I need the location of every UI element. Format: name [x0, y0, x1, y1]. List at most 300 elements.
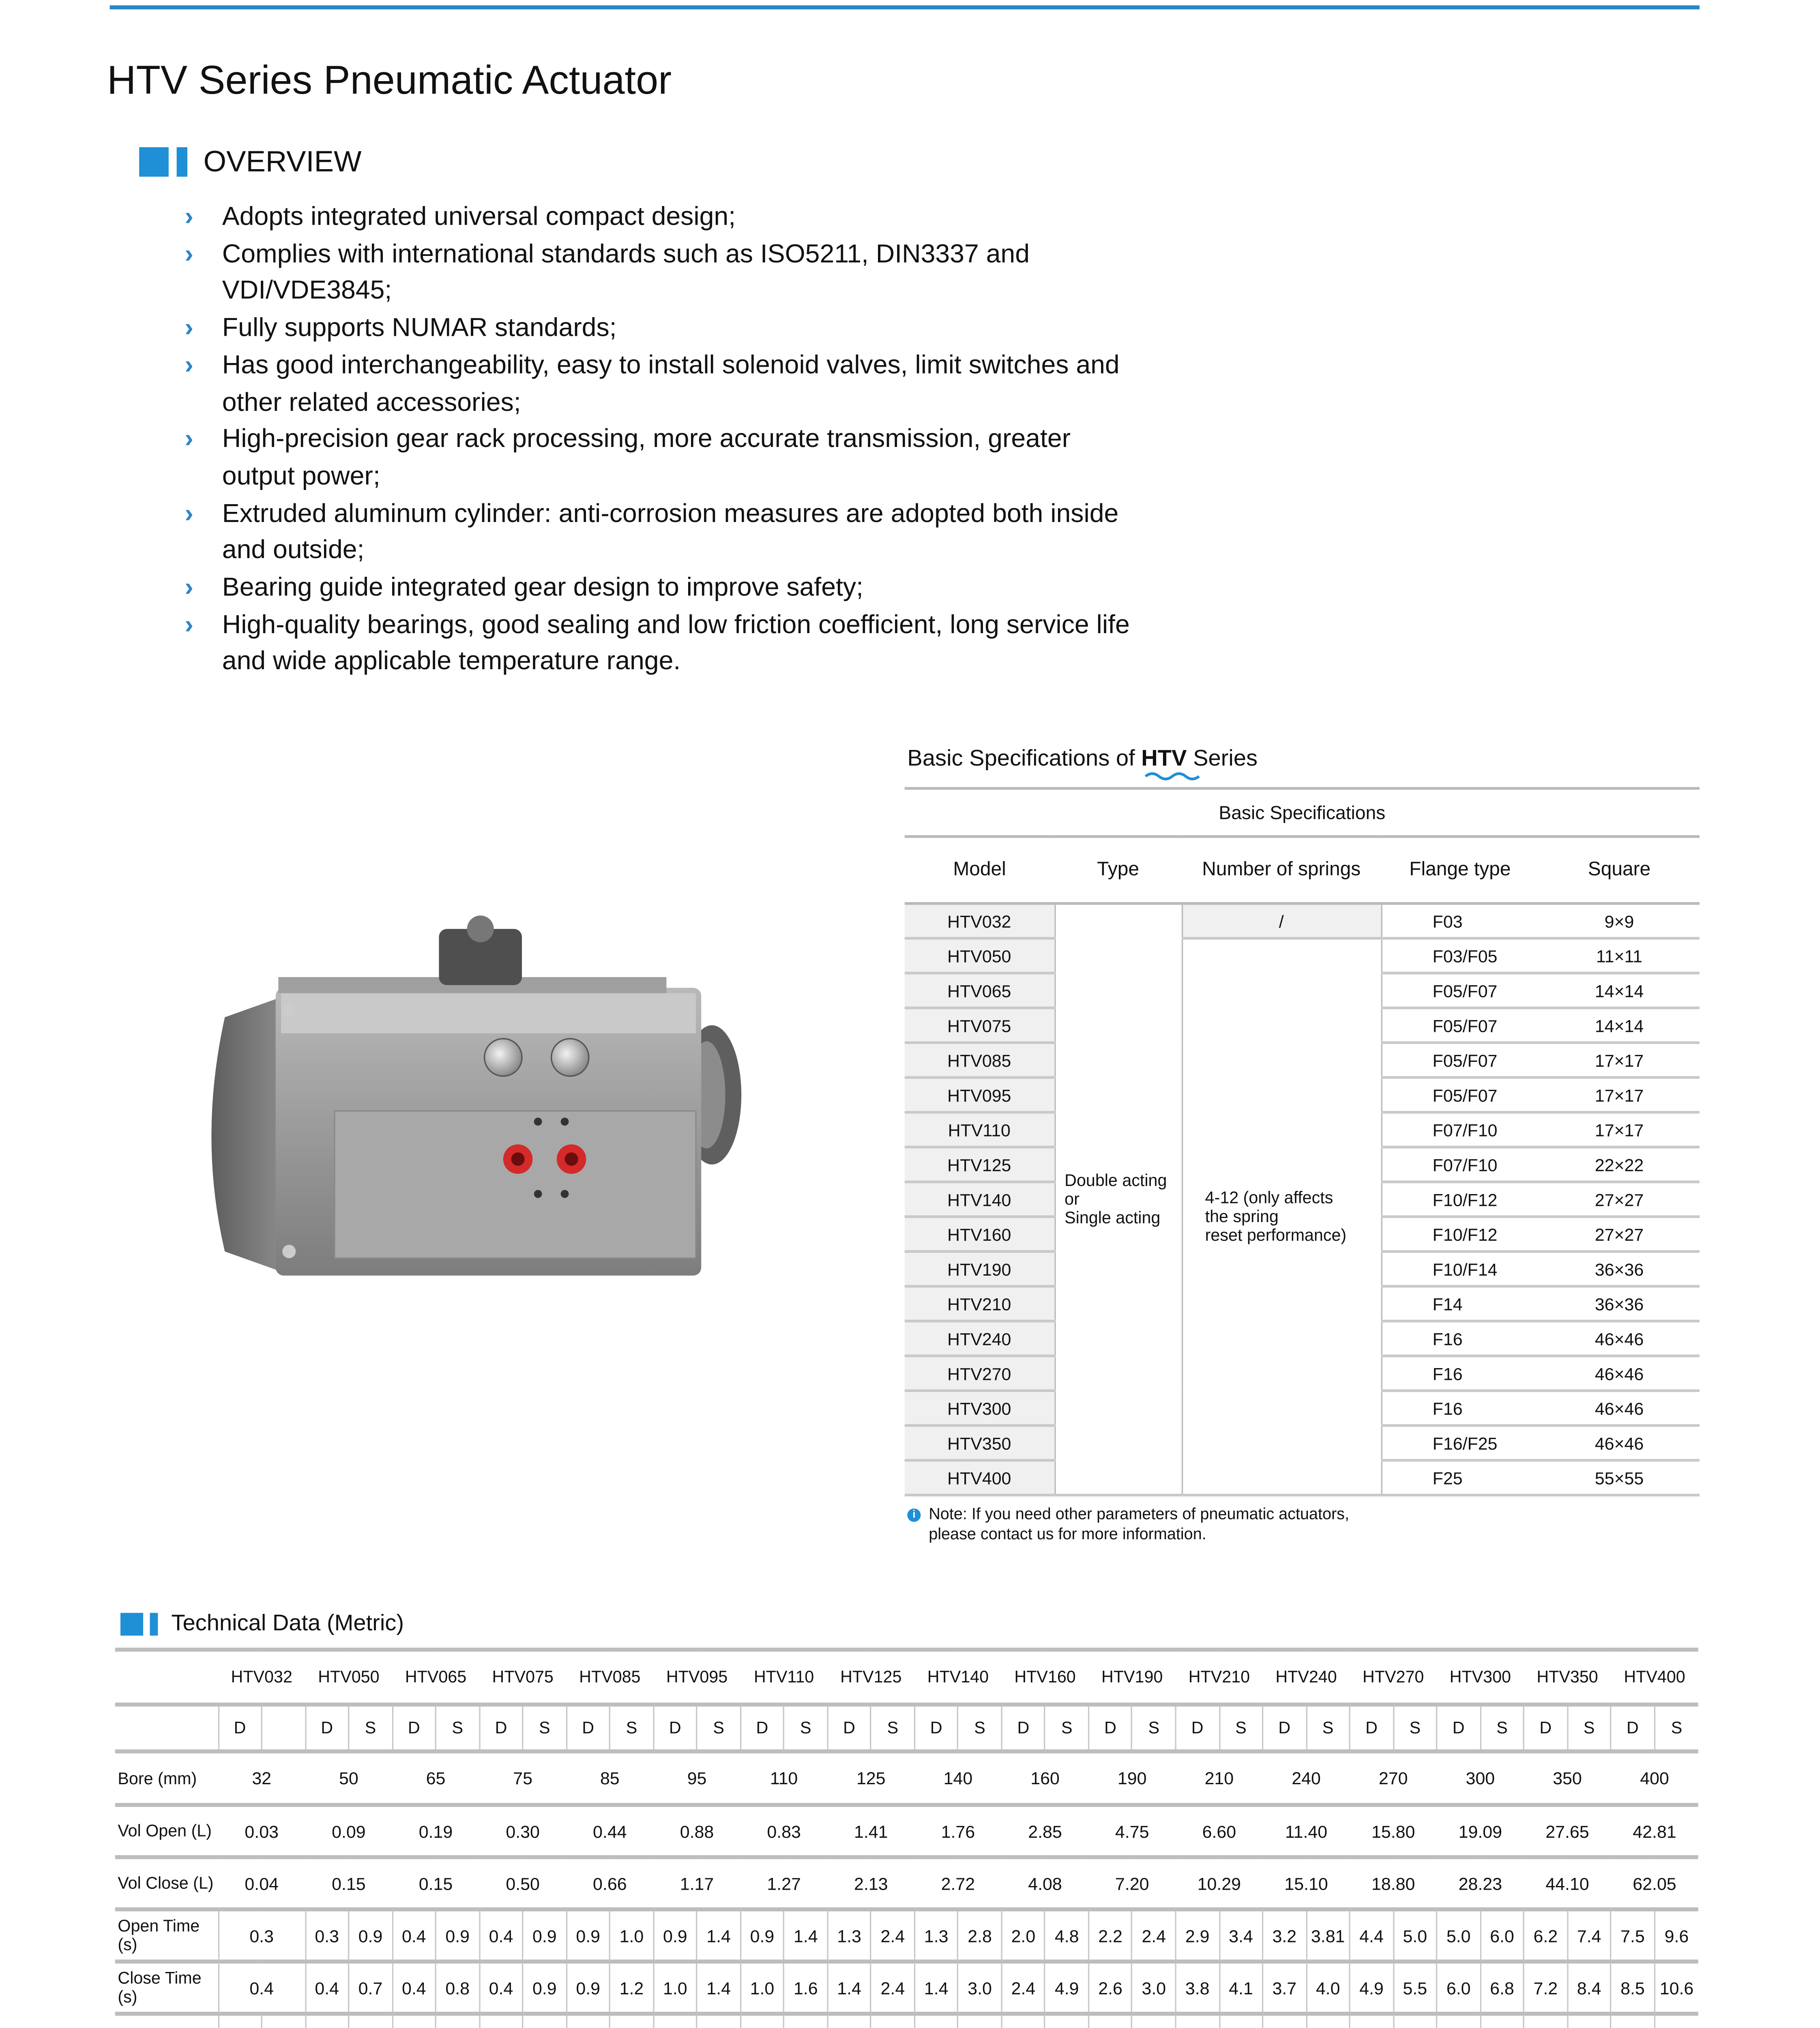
tech-cell: 1.17: [653, 1857, 740, 1910]
tech-row-weight: [115, 2014, 1698, 2028]
section-marker-bar-icon: [177, 147, 187, 177]
spec-model: HTV125: [905, 1147, 1055, 1182]
tech-d: D: [914, 1705, 958, 1752]
tech-cell: 0.44: [567, 1805, 654, 1857]
tech-models-row: [115, 1650, 1698, 1704]
tech-cell: 75: [479, 1751, 567, 1805]
tech-cell-s: 1.4: [784, 1909, 827, 1961]
tech-row-close-time: [115, 1961, 1698, 2014]
tech-cell-s: [349, 2014, 392, 2028]
tech-d: D: [392, 1705, 436, 1752]
tech-cell: 62.05: [1611, 1857, 1698, 1910]
tech-cell-d: [479, 2014, 523, 2028]
spec-flange: F10/F12: [1381, 1217, 1539, 1252]
chevron-right-icon: ›: [185, 202, 193, 232]
tech-cell-d: 2.2: [1088, 1909, 1132, 1961]
tech-cell-s: 5.0: [1393, 1909, 1437, 1961]
tech-d: D: [1088, 1705, 1132, 1752]
spec-square: 27×27: [1539, 1217, 1700, 1252]
technical-title: Technical Data (Metric): [171, 1610, 404, 1636]
tech-cell-s: [784, 2014, 827, 2028]
tech-cell: 28.23: [1437, 1857, 1524, 1910]
tech-cell: 4.08: [1002, 1857, 1089, 1910]
spec-row: [905, 904, 1700, 939]
tech-cell: 42.81: [1611, 1805, 1698, 1857]
tech-cell: 0.15: [392, 1857, 479, 1910]
spec-model: HTV050: [905, 938, 1055, 973]
tech-cell: 32: [218, 1751, 305, 1805]
spec-flange: F05/F07: [1381, 1043, 1539, 1078]
technical-heading: [120, 1610, 404, 1637]
tech-cell-d: [1437, 2014, 1480, 2028]
spec-type: [1054, 904, 1182, 1495]
tech-cell-s: 2.4: [1132, 1909, 1176, 1961]
tech-cell-d: [1088, 2014, 1132, 2028]
tech-cell-s: [871, 2014, 914, 2028]
tech-cell-s: 1.6: [784, 1961, 827, 2014]
col-square: Square: [1539, 837, 1700, 904]
spec-flange: F25: [1381, 1460, 1539, 1495]
overview-bullet: [185, 607, 1148, 681]
spec-square: 46×46: [1539, 1426, 1700, 1461]
tech-cell-d: [740, 2014, 784, 2028]
spec-square: 46×46: [1539, 1391, 1700, 1426]
col-springs: Number of springs: [1182, 837, 1381, 904]
tech-s: S: [1480, 1705, 1524, 1752]
tech-d: D: [218, 1705, 262, 1752]
tech-ds-row: [115, 1705, 1698, 1752]
overview-bullet: [185, 570, 1148, 607]
section-marker-icon: [120, 1612, 143, 1635]
tech-s: S: [958, 1705, 1001, 1752]
tech-cell-s: [436, 2014, 479, 2028]
tech-cell-d: [914, 2014, 958, 2028]
spec-type-line: Single acting: [1065, 1208, 1161, 1228]
overview-bullet: [185, 348, 1148, 422]
tech-cell-d: 0.4: [479, 1961, 523, 2014]
spec-square: 14×14: [1539, 1008, 1700, 1043]
tech-row-open-time: [115, 1909, 1698, 1961]
tech-model: HTV190: [1088, 1650, 1176, 1704]
tech-row-label: Close Time (s): [115, 1961, 218, 2014]
section-marker-icon: [139, 147, 169, 177]
tech-d: D: [1437, 1705, 1480, 1752]
tech-cell: 2.72: [914, 1857, 1002, 1910]
left-end-cap: [211, 997, 281, 1272]
spec-springs-line: the spring: [1205, 1207, 1279, 1226]
tech-s: S: [1393, 1705, 1437, 1752]
tech-model: HTV075: [479, 1650, 567, 1704]
tech-cell: 44.10: [1524, 1857, 1611, 1910]
spec-square: 36×36: [1539, 1286, 1700, 1321]
overview-bullet-text: Adopts integrated universal compact design;: [222, 202, 736, 232]
tech-model: HTV032: [218, 1650, 305, 1704]
tech-cell-d: 0.9: [567, 1961, 610, 2014]
spec-springs: [1182, 938, 1381, 1495]
spec-square: 11×11: [1539, 938, 1700, 973]
overview-bullet: [185, 496, 1148, 570]
spec-model: HTV300: [905, 1391, 1055, 1426]
tech-cell-s: [610, 2014, 653, 2028]
tech-cell: 1.27: [740, 1857, 828, 1910]
tech-cell-d: 6.2: [1524, 1909, 1567, 1961]
tech-cell: 160: [1002, 1751, 1089, 1805]
tech-cell-d: 4.4: [1350, 1909, 1393, 1961]
tech-cell-s: [697, 2014, 740, 2028]
tech-cell: 1.41: [827, 1805, 914, 1857]
tech-model: HTV095: [653, 1650, 740, 1704]
tech-cell-d: [1611, 2014, 1654, 2028]
spec-model: HTV240: [905, 1321, 1055, 1356]
tech-cell: 0.03: [218, 1805, 305, 1857]
overview-bullet-text: Has good interchangeability, easy to install solenoid valves, limit switches and other related accessories;: [222, 350, 1120, 417]
spec-flange: F16/F25: [1381, 1426, 1539, 1461]
tech-cell-d: 1.0: [653, 1961, 697, 2014]
tech-cell: 0.66: [567, 1857, 654, 1910]
tech-cell: 0.83: [740, 1805, 828, 1857]
spec-note-line: please contact us for more information.: [929, 1524, 1206, 1543]
spec-model: HTV270: [905, 1356, 1055, 1391]
tech-cell: 190: [1088, 1751, 1176, 1805]
tech-cell-d: 0.4: [392, 1909, 436, 1961]
tech-cell-d: [305, 2014, 349, 2028]
spec-square: 17×17: [1539, 1043, 1700, 1078]
spec-flange: F16: [1381, 1356, 1539, 1391]
tech-cell: 240: [1263, 1751, 1350, 1805]
actuator-image: [187, 910, 749, 1298]
spec-model: HTV095: [905, 1078, 1055, 1113]
tech-row-label: Vol Close (L): [115, 1857, 218, 1910]
overview-bullet: [185, 236, 1148, 311]
spec-model: HTV160: [905, 1217, 1055, 1252]
tech-cell: 4.75: [1088, 1805, 1176, 1857]
spec-square: 27×27: [1539, 1182, 1700, 1217]
overview-list: [185, 200, 1148, 681]
tech-cell-d: 8.5: [1611, 1961, 1654, 2014]
chevron-right-icon: ›: [185, 573, 193, 603]
tech-cell-d: [1002, 2014, 1045, 2028]
spec-row: [905, 938, 1700, 973]
tech-cell-s: 3.0: [958, 1961, 1001, 2014]
tech-d: D: [1350, 1705, 1393, 1752]
spec-flange: F07/F10: [1381, 1112, 1539, 1147]
mount-bolt-right: [552, 1039, 589, 1076]
tech-cell-s: 10.6: [1655, 1961, 1698, 2014]
spec-model: HTV032: [905, 904, 1055, 939]
tech-cell-d: [392, 2014, 436, 2028]
spec-flange: F10/F14: [1381, 1252, 1539, 1287]
tech-d: D: [567, 1705, 610, 1752]
tech-cell-d: 7.2: [1524, 1961, 1567, 2014]
tech-cell: 2.85: [1002, 1805, 1089, 1857]
tech-s: S: [697, 1705, 740, 1752]
tech-cell-s: 5.5: [1393, 1961, 1437, 2014]
tech-d: D: [740, 1705, 784, 1752]
tech-cell-d: 0.4: [392, 1961, 436, 2014]
spec-square: 55×55: [1539, 1460, 1700, 1495]
tech-s: S: [1567, 1705, 1611, 1752]
tech-row-label: [115, 2014, 218, 2028]
tech-cell: 0.4: [218, 1961, 305, 2014]
spec-flange: F16: [1381, 1391, 1539, 1426]
tech-cell: 210: [1176, 1751, 1263, 1805]
overview-bullet: [185, 200, 1148, 236]
spec-model: HTV400: [905, 1460, 1055, 1495]
tech-d: D: [1002, 1705, 1045, 1752]
tech-d: D: [305, 1705, 349, 1752]
tech-model: HTV110: [740, 1650, 828, 1704]
spec-model: HTV140: [905, 1182, 1055, 1217]
overview-heading: [139, 144, 361, 179]
tech-cell: 125: [827, 1751, 914, 1805]
tech-cell-s: 2.4: [871, 1961, 914, 2014]
spec-note: [907, 1504, 1349, 1545]
tech-cell-d: [1263, 2014, 1306, 2028]
overview-bullet-text: High-quality bearings, good sealing and low friction coefficient, long service life and wide applicable temperature range.: [222, 610, 1130, 677]
tech-cell-d: 2.0: [1002, 1909, 1045, 1961]
overview-title: OVERVIEW: [203, 144, 362, 178]
info-icon: i: [907, 1508, 921, 1522]
tech-cell-d: [653, 2014, 697, 2028]
tech-s: S: [871, 1705, 914, 1752]
tech-cell: 6.60: [1176, 1805, 1263, 1857]
tech-model: HTV240: [1263, 1650, 1350, 1704]
tech-cell-s: 6.8: [1480, 1961, 1524, 2014]
tech-cell-d: 6.0: [1437, 1961, 1480, 2014]
tech-s: S: [610, 1705, 653, 1752]
tech-cell: 0.88: [653, 1805, 740, 1857]
tech-cell: 10.29: [1176, 1857, 1263, 1910]
tech-cell-d: 1.4: [914, 1961, 958, 2014]
tech-s: S: [784, 1705, 827, 1752]
tech-row-vol-close: [115, 1857, 1698, 1910]
chevron-right-icon: ›: [185, 610, 193, 640]
overview-bullet-text: Fully supports NUMAR standards;: [222, 313, 617, 343]
spec-springs-na: /: [1182, 904, 1381, 939]
spec-square: 46×46: [1539, 1356, 1700, 1391]
tech-model: HTV210: [1176, 1650, 1263, 1704]
tech-cell-d: 0.9: [653, 1909, 697, 1961]
overview-bullet: [185, 311, 1148, 348]
tech-cell: 0.15: [305, 1857, 393, 1910]
tech-cell: 50: [305, 1751, 393, 1805]
tech-cell: 0.04: [218, 1857, 305, 1910]
tech-d: D: [1263, 1705, 1306, 1752]
tech-cell-s: 4.8: [1045, 1909, 1088, 1961]
spec-model: HTV210: [905, 1286, 1055, 1321]
tech-row-bore: [115, 1751, 1698, 1805]
tech-d: D: [1176, 1705, 1219, 1752]
tech-cell: 19.09: [1437, 1805, 1524, 1857]
col-model: Model: [905, 837, 1055, 904]
tech-cell-s: 0.7: [349, 1961, 392, 2014]
spec-group-header: Basic Specifications: [905, 788, 1700, 837]
tech-cell-s: [1045, 2014, 1088, 2028]
chevron-right-icon: ›: [185, 350, 193, 380]
tech-s: S: [523, 1705, 566, 1752]
tech-cell-s: [1132, 2014, 1176, 2028]
tech-cell: 11.40: [1263, 1805, 1350, 1857]
tech-cell-s: 2.8: [958, 1909, 1001, 1961]
overview-bullet-text: Extruded aluminum cylinder: anti-corrosion measures are adopted both inside and outside;: [222, 498, 1119, 565]
tech-cell-d: 2.9: [1176, 1909, 1219, 1961]
tech-cell-s: 7.4: [1567, 1909, 1611, 1961]
tech-cell: 7.20: [1088, 1857, 1176, 1910]
spec-flange: F05/F07: [1381, 973, 1539, 1008]
spec-title: [907, 745, 1258, 772]
tech-s: S: [349, 1705, 392, 1752]
tech-cell-s: [1567, 2014, 1611, 2028]
spec-square: 9×9: [1539, 904, 1700, 939]
tech-cell-d: 0.3: [305, 1909, 349, 1961]
mount-bolt-left: [485, 1039, 522, 1076]
tech-cell: 350: [1524, 1751, 1611, 1805]
spec-square: 17×17: [1539, 1078, 1700, 1113]
tech-row-vol-open: [115, 1805, 1698, 1857]
tech-cell-d: [567, 2014, 610, 2028]
tech-model: HTV300: [1437, 1650, 1524, 1704]
tech-s: S: [1306, 1705, 1350, 1752]
overview-bullet: [185, 422, 1148, 496]
tech-cell: 27.65: [1524, 1805, 1611, 1857]
tech-cell: 0.09: [305, 1805, 393, 1857]
tech-cell-d: 5.0: [1437, 1909, 1480, 1961]
spec-flange: F03: [1381, 904, 1539, 939]
tech-cell-s: 3.81: [1306, 1909, 1350, 1961]
tech-cell-s: [523, 2014, 566, 2028]
spec-type-line: or: [1065, 1190, 1080, 1209]
tech-cell: 110: [740, 1751, 828, 1805]
tech-corner: [115, 1705, 218, 1752]
spec-note-line: Note: If you need other parameters of pneumatic actuators,: [929, 1504, 1350, 1523]
tech-corner: [115, 1650, 218, 1704]
tech-cell: 65: [392, 1751, 479, 1805]
tech-cell: 0.3: [218, 1909, 305, 1961]
tech-cell-s: 0.9: [523, 1909, 566, 1961]
spec-square: 46×46: [1539, 1321, 1700, 1356]
chevron-right-icon: ›: [185, 239, 193, 269]
spec-type-line: Double acting: [1065, 1171, 1167, 1190]
spec-model: HTV110: [905, 1112, 1055, 1147]
tech-s: S: [1045, 1705, 1088, 1752]
tech-cell-s: 0.8: [436, 1961, 479, 2014]
tech-cell-s: 0.9: [436, 1909, 479, 1961]
tech-s: S: [1132, 1705, 1176, 1752]
spec-flange: F05/F07: [1381, 1078, 1539, 1113]
tech-cell-s: 1.4: [697, 1961, 740, 2014]
tech-cell-d: 4.9: [1350, 1961, 1393, 2014]
spec-title-post: Series: [1187, 745, 1258, 771]
tech-s: S: [1655, 1705, 1698, 1752]
tech-cell-s: 6.0: [1480, 1909, 1524, 1961]
tech-model: HTV065: [392, 1650, 479, 1704]
tech-cell-s: 1.2: [610, 1961, 653, 2014]
overview-bullet-text: Complies with international standards such as ISO5211, DIN3337 and VDI/VDE3845;: [222, 239, 1030, 306]
tech-cell-d: [1350, 2014, 1393, 2028]
tech-d: D: [1611, 1705, 1654, 1752]
tech-d: D: [653, 1705, 697, 1752]
section-marker-bar-icon: [150, 1612, 158, 1635]
tech-cell-d: 3.2: [1263, 1909, 1306, 1961]
tech-cell-d: 0.4: [305, 1961, 349, 2014]
spec-flange: F14: [1381, 1286, 1539, 1321]
spec-model: HTV190: [905, 1252, 1055, 1287]
tech-cell-s: 3.4: [1219, 1909, 1262, 1961]
tech-cell-s: 0.9: [523, 1961, 566, 2014]
tech-cell-d: 3.7: [1263, 1961, 1306, 2014]
tech-cell-s: 0.9: [349, 1909, 392, 1961]
spec-square: 14×14: [1539, 973, 1700, 1008]
spec-square: 17×17: [1539, 1112, 1700, 1147]
tech-cell: 1.76: [914, 1805, 1002, 1857]
overview-bullet-text: Bearing guide integrated gear design to improve safety;: [222, 573, 863, 603]
col-flange: Flange type: [1381, 837, 1539, 904]
tech-d: D: [1524, 1705, 1567, 1752]
tech-s-empty: [262, 1705, 305, 1752]
tech-row-label: Open Time (s): [115, 1909, 218, 1961]
overview-bullet-text: High-precision gear rack processing, more accurate transmission, greater output power;: [222, 424, 1071, 491]
tech-cell: 15.80: [1350, 1805, 1437, 1857]
tech-cell-s: 4.0: [1306, 1961, 1350, 2014]
tech-cell-d: 0.9: [740, 1909, 784, 1961]
tech-s: S: [436, 1705, 479, 1752]
spec-flange: F16: [1381, 1321, 1539, 1356]
technical-table: [115, 1648, 1698, 2028]
spec-model: HTV075: [905, 1008, 1055, 1043]
tech-model: HTV085: [567, 1650, 654, 1704]
spec-square: 36×36: [1539, 1252, 1700, 1287]
chevron-right-icon: ›: [185, 424, 193, 454]
tech-cell-s: [1480, 2014, 1524, 2028]
tech-cell-s: 1.4: [697, 1909, 740, 1961]
tech-cell-s: [1655, 2014, 1698, 2028]
tech-cell-d: [1176, 2014, 1219, 2028]
tech-cell: 15.10: [1263, 1857, 1350, 1910]
chevron-right-icon: ›: [185, 313, 193, 343]
tech-cell-d: 7.5: [1611, 1909, 1654, 1961]
tech-cell-d: 2.6: [1088, 1961, 1132, 2014]
tech-cell: 95: [653, 1751, 740, 1805]
tech-cell-d: [827, 2014, 871, 2028]
tech-cell-d: 1.3: [827, 1909, 871, 1961]
tech-cell: 0.30: [479, 1805, 567, 1857]
spec-table: [905, 787, 1700, 1496]
page-title: HTV Series Pneumatic Actuator: [107, 59, 672, 103]
spec-flange: F07/F10: [1381, 1147, 1539, 1182]
tech-cell-d: 3.8: [1176, 1961, 1219, 2014]
tech-row-label: Bore (mm): [115, 1751, 218, 1805]
tech-cell-s: 4.9: [1045, 1961, 1088, 2014]
tech-s: S: [1219, 1705, 1262, 1752]
tech-cell-s: 8.4: [1567, 1961, 1611, 2014]
spec-flange: F03/F05: [1381, 938, 1539, 973]
tech-cell-d: [218, 2014, 262, 2028]
chevron-right-icon: ›: [185, 498, 193, 528]
tech-model: HTV050: [305, 1650, 393, 1704]
spec-title-htv: HTV: [1141, 745, 1187, 771]
tech-cell-s: 3.0: [1132, 1961, 1176, 2014]
tech-cell-s: 9.6: [1655, 1909, 1698, 1961]
tech-cell-s: 1.0: [610, 1909, 653, 1961]
tech-model: HTV160: [1002, 1650, 1089, 1704]
tech-cell-s: 4.1: [1219, 1961, 1262, 2014]
tech-cell-d: 2.4: [1002, 1961, 1045, 2014]
tech-cell: 18.80: [1350, 1857, 1437, 1910]
technical-table-wrap: [115, 1648, 1698, 2028]
tech-row-label: Vol Open (L): [115, 1805, 218, 1857]
tech-cell-d: 1.4: [827, 1961, 871, 2014]
tech-cell-s: [1219, 2014, 1262, 2028]
